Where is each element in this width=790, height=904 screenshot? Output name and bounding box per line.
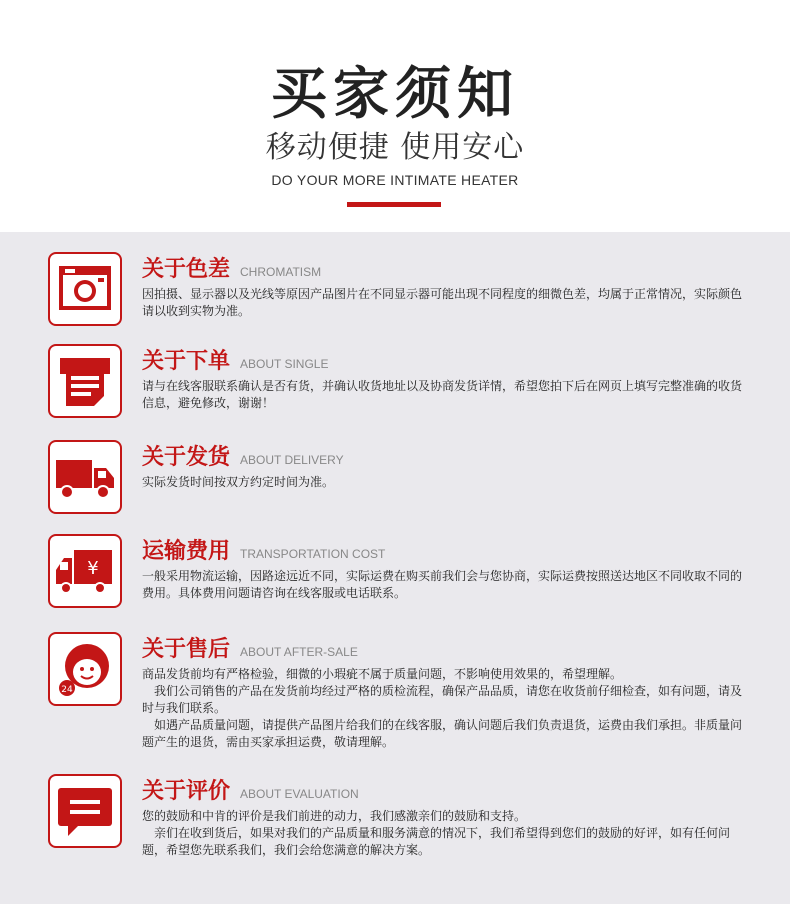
section-body xyxy=(142,666,747,751)
section-body xyxy=(142,474,747,491)
section-title xyxy=(142,534,385,562)
section-title-en: ABOUT DELIVERY xyxy=(240,453,344,467)
section-title-cn: 关于发货 xyxy=(142,445,231,470)
section-body xyxy=(142,378,747,412)
section-title-en: ABOUT AFTER-SALE xyxy=(240,645,358,659)
section-title-en: ABOUT EVALUATION xyxy=(240,787,359,801)
yuan-truck-icon xyxy=(48,534,122,608)
section-body xyxy=(142,568,747,602)
page-title: 买家须知 xyxy=(271,62,519,127)
customer-service-icon xyxy=(48,632,122,706)
section-paragraph: 我们公司销售的产品在发货前均经过严格的质检流程，确保产品品质，请您在收货前仔细检查，如有问题，请及时与我们联系。 xyxy=(142,684,743,715)
section-body xyxy=(142,286,747,320)
header xyxy=(0,0,790,232)
section-paragraph: 您的鼓励和中肯的评价是我们前进的动力，我们感激亲们的鼓励和支持。 xyxy=(142,809,527,823)
section-title-en: ABOUT SINGLE xyxy=(240,357,329,371)
section-paragraph: 请与在线客服联系确认是否有货，并确认收货地址以及协商发货详情，希望您拍下后在网页上填写完整准确的收货信息，避免修改，谢谢！ xyxy=(142,379,743,410)
section-title-cn: 关于下单 xyxy=(142,349,231,374)
comment-icon xyxy=(48,774,122,848)
section-body xyxy=(142,808,747,859)
section-title xyxy=(142,252,321,280)
camera-icon xyxy=(48,252,122,326)
page-english-tagline: DO YOUR MORE INTIMATE HEATER xyxy=(271,172,519,188)
section-title xyxy=(142,632,358,660)
section-title-en: TRANSPORTATION COST xyxy=(240,547,386,561)
svg-text:¥: ¥ xyxy=(87,558,99,579)
section-title-cn: 运输费用 xyxy=(142,539,231,564)
section-title-cn: 关于售后 xyxy=(142,637,231,662)
section-title-en: CHROMATISM xyxy=(240,265,322,279)
truck-icon xyxy=(48,440,122,514)
section-title-cn: 关于评价 xyxy=(142,779,231,804)
section-title xyxy=(142,344,329,372)
printer-icon xyxy=(48,344,122,418)
notice-panel xyxy=(0,232,790,904)
section-paragraph: 实际发货时间按双方约定时间为准。 xyxy=(142,475,335,489)
section-paragraph: 商品发货前均有严格检验，细微的小瑕疵不属于质量问题，不影响使用效果的，希望理解。 xyxy=(142,667,623,681)
section-title xyxy=(142,774,359,802)
section-title-cn: 关于色差 xyxy=(142,257,231,282)
accent-bar xyxy=(347,202,441,207)
section-paragraph: 因拍摄、显示器以及光线等原因产品图片在不同显示器可能出现不同程度的细微色差，均属于正常情况，实际颜色请以收到实物为准。 xyxy=(142,287,743,318)
section-paragraph: 亲们在收到货后，如果对我们的产品质量和服务满意的情况下，我们希望得到您们的鼓励的好评，如有任何问题，希望您先联系我们，我们会给您满意的解决方案。 xyxy=(142,826,731,857)
section-paragraph: 一般采用物流运输，因路途远近不同，实际运费在购买前我们会与您协商，实际运费按照送达地区不同收取不同的费用。具体费用问题请咨询在线客服或电话联系。 xyxy=(142,569,743,600)
section-title xyxy=(142,440,344,468)
svg-text:24: 24 xyxy=(61,685,73,695)
page-subtitle: 移动便捷 使用安心 xyxy=(265,130,525,165)
section-paragraph: 如遇产品质量问题，请提供产品图片给我们的在线客服，确认问题后我们负责退货，运费由我们承担。非质量问题产生的退货，需由买家承担运费，敬请理解。 xyxy=(142,718,743,749)
